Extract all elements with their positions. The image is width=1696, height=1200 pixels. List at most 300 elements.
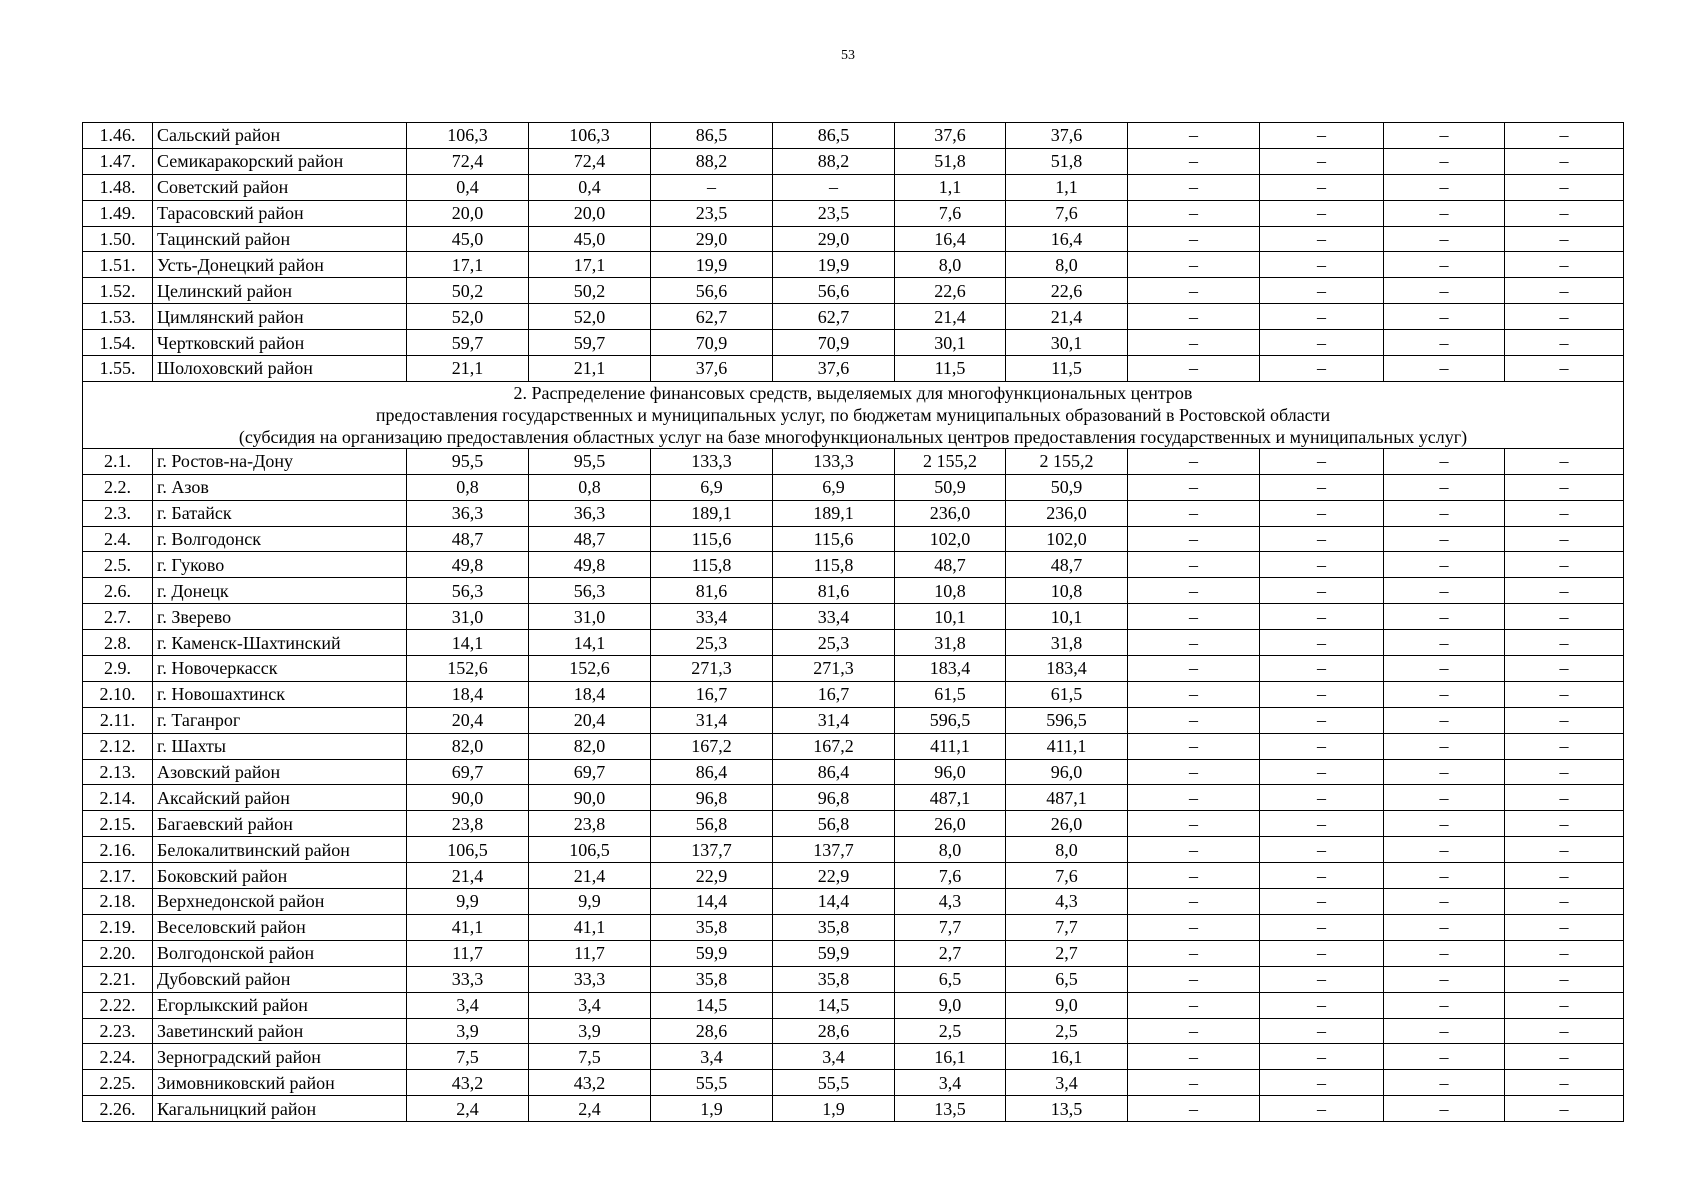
municipality-name: г. Новочеркасск bbox=[153, 656, 407, 682]
value-cell: 13,5 bbox=[895, 1096, 1006, 1122]
value-cell: 106,3 bbox=[407, 123, 529, 149]
value-cell: 26,0 bbox=[895, 811, 1006, 837]
value-cell: 14,1 bbox=[529, 630, 651, 656]
value-cell: 50,9 bbox=[1006, 474, 1128, 500]
value-cell: 137,7 bbox=[773, 837, 895, 863]
empty-dash-cell: – bbox=[1384, 811, 1505, 837]
value-cell: 8,0 bbox=[1006, 252, 1128, 278]
empty-dash-cell: – bbox=[1505, 733, 1624, 759]
municipality-name: Кагальницкий район bbox=[153, 1096, 407, 1122]
table-row bbox=[83, 148, 1624, 174]
value-cell: 41,1 bbox=[407, 914, 529, 940]
table-row bbox=[83, 526, 1624, 552]
empty-dash-cell: – bbox=[1505, 526, 1624, 552]
row-number: 2.20. bbox=[83, 940, 153, 966]
empty-dash-cell: – bbox=[1505, 304, 1624, 330]
value-cell: 30,1 bbox=[895, 330, 1006, 356]
value-cell: 86,4 bbox=[651, 759, 773, 785]
row-number: 1.47. bbox=[83, 148, 153, 174]
empty-dash-cell: – bbox=[1384, 656, 1505, 682]
row-number: 2.26. bbox=[83, 1096, 153, 1122]
table-row bbox=[83, 811, 1624, 837]
empty-dash-cell: – bbox=[1384, 526, 1505, 552]
empty-dash-cell: – bbox=[1260, 578, 1384, 604]
empty-dash-cell: – bbox=[1260, 356, 1384, 382]
table-row bbox=[83, 123, 1624, 149]
value-cell: 10,8 bbox=[1006, 578, 1128, 604]
value-cell: 52,0 bbox=[407, 304, 529, 330]
value-cell: 0,8 bbox=[529, 474, 651, 500]
empty-dash-cell: – bbox=[1505, 759, 1624, 785]
value-cell: 21,4 bbox=[1006, 304, 1128, 330]
value-cell: 11,7 bbox=[529, 940, 651, 966]
municipality-name: Усть-Донецкий район bbox=[153, 252, 407, 278]
empty-dash-cell: – bbox=[1260, 837, 1384, 863]
value-cell: 50,2 bbox=[407, 278, 529, 304]
value-cell: 21,1 bbox=[529, 356, 651, 382]
value-cell: 236,0 bbox=[895, 500, 1006, 526]
value-cell: 33,4 bbox=[773, 604, 895, 630]
value-cell: 86,4 bbox=[773, 759, 895, 785]
table-row bbox=[83, 1044, 1624, 1070]
value-cell: 13,5 bbox=[1006, 1096, 1128, 1122]
value-cell: 189,1 bbox=[651, 500, 773, 526]
value-cell: 20,0 bbox=[529, 200, 651, 226]
row-number: 2.21. bbox=[83, 966, 153, 992]
value-cell: 14,4 bbox=[651, 889, 773, 915]
value-cell: 48,7 bbox=[1006, 552, 1128, 578]
value-cell: 20,4 bbox=[529, 707, 651, 733]
table-row bbox=[83, 1070, 1624, 1096]
value-cell: 1,9 bbox=[773, 1096, 895, 1122]
empty-dash-cell: – bbox=[1384, 474, 1505, 500]
empty-dash-cell: – bbox=[1505, 1070, 1624, 1096]
empty-dash-cell: – bbox=[1505, 914, 1624, 940]
value-cell: 31,8 bbox=[895, 630, 1006, 656]
value-cell: 3,4 bbox=[773, 1044, 895, 1070]
value-cell: 36,3 bbox=[529, 500, 651, 526]
value-cell: 33,3 bbox=[407, 966, 529, 992]
value-cell: 115,8 bbox=[773, 552, 895, 578]
value-cell: 56,8 bbox=[773, 811, 895, 837]
table-row bbox=[83, 474, 1624, 500]
value-cell: 23,5 bbox=[651, 200, 773, 226]
table-row bbox=[83, 330, 1624, 356]
empty-dash-cell: – bbox=[1505, 1096, 1624, 1122]
value-cell: 9,9 bbox=[407, 889, 529, 915]
table-row bbox=[83, 889, 1624, 915]
value-cell: 6,5 bbox=[895, 966, 1006, 992]
value-cell: 95,5 bbox=[407, 448, 529, 474]
value-cell: 52,0 bbox=[529, 304, 651, 330]
value-cell: 115,8 bbox=[651, 552, 773, 578]
value-cell: 59,9 bbox=[773, 940, 895, 966]
value-cell: 102,0 bbox=[1006, 526, 1128, 552]
municipality-name: г. Ростов-на-Дону bbox=[153, 448, 407, 474]
empty-dash-cell: – bbox=[1128, 1070, 1260, 1096]
empty-dash-cell: – bbox=[1505, 940, 1624, 966]
value-cell: 62,7 bbox=[651, 304, 773, 330]
table-row bbox=[83, 681, 1624, 707]
table-row bbox=[83, 278, 1624, 304]
value-cell: 18,4 bbox=[407, 681, 529, 707]
empty-dash-cell: – bbox=[1128, 759, 1260, 785]
row-number: 2.18. bbox=[83, 889, 153, 915]
row-number: 2.5. bbox=[83, 552, 153, 578]
value-cell: 30,1 bbox=[1006, 330, 1128, 356]
value-cell: 21,4 bbox=[529, 863, 651, 889]
value-cell: 22,6 bbox=[895, 278, 1006, 304]
value-cell: 35,8 bbox=[651, 966, 773, 992]
row-number: 2.1. bbox=[83, 448, 153, 474]
table-row bbox=[83, 707, 1624, 733]
value-cell: 7,7 bbox=[895, 914, 1006, 940]
empty-dash-cell: – bbox=[1260, 992, 1384, 1018]
empty-dash-cell: – bbox=[1128, 278, 1260, 304]
empty-dash-cell: – bbox=[1384, 552, 1505, 578]
row-number: 2.9. bbox=[83, 656, 153, 682]
empty-dash-cell: – bbox=[1128, 356, 1260, 382]
empty-dash-cell: – bbox=[1384, 681, 1505, 707]
value-cell: 29,0 bbox=[773, 226, 895, 252]
value-cell: 6,9 bbox=[773, 474, 895, 500]
row-number: 1.48. bbox=[83, 174, 153, 200]
value-cell: 43,2 bbox=[407, 1070, 529, 1096]
empty-dash-cell: – bbox=[1128, 200, 1260, 226]
value-cell: 6,9 bbox=[651, 474, 773, 500]
value-cell: 31,4 bbox=[773, 707, 895, 733]
value-cell: 20,0 bbox=[407, 200, 529, 226]
value-cell: 7,7 bbox=[1006, 914, 1128, 940]
empty-dash-cell: – bbox=[1384, 304, 1505, 330]
section-2-header bbox=[83, 381, 1624, 448]
empty-dash-cell: – bbox=[1384, 1018, 1505, 1044]
value-cell: 152,6 bbox=[407, 656, 529, 682]
value-cell: 14,4 bbox=[773, 889, 895, 915]
value-cell: 48,7 bbox=[895, 552, 1006, 578]
table-row bbox=[83, 252, 1624, 278]
value-cell: 10,1 bbox=[1006, 604, 1128, 630]
value-cell: 2,7 bbox=[1006, 940, 1128, 966]
table-row bbox=[83, 174, 1624, 200]
value-cell: 95,5 bbox=[529, 448, 651, 474]
empty-dash-cell: – bbox=[1260, 252, 1384, 278]
value-cell: 49,8 bbox=[529, 552, 651, 578]
empty-dash-cell: – bbox=[1260, 630, 1384, 656]
municipality-name: Целинский район bbox=[153, 278, 407, 304]
municipality-name: г. Волгодонск bbox=[153, 526, 407, 552]
empty-dash-cell: – bbox=[1384, 863, 1505, 889]
value-cell: 152,6 bbox=[529, 656, 651, 682]
value-cell: 3,9 bbox=[407, 1018, 529, 1044]
value-cell: 51,8 bbox=[895, 148, 1006, 174]
empty-dash-cell: – bbox=[1260, 123, 1384, 149]
empty-dash-cell: – bbox=[1128, 474, 1260, 500]
value-cell: 16,1 bbox=[895, 1044, 1006, 1070]
empty-dash-cell: – bbox=[1505, 174, 1624, 200]
empty-dash-cell: – bbox=[1260, 526, 1384, 552]
table-row bbox=[83, 1096, 1624, 1122]
empty-dash-cell: – bbox=[1128, 226, 1260, 252]
value-cell: 0,4 bbox=[407, 174, 529, 200]
value-cell: 55,5 bbox=[651, 1070, 773, 1096]
municipality-name: Волгодонской район bbox=[153, 940, 407, 966]
value-cell: 11,5 bbox=[895, 356, 1006, 382]
value-cell: 23,5 bbox=[773, 200, 895, 226]
empty-dash-cell: – bbox=[1128, 733, 1260, 759]
empty-dash-cell: – bbox=[1128, 940, 1260, 966]
value-cell: 0,4 bbox=[529, 174, 651, 200]
empty-dash-cell: – bbox=[1384, 914, 1505, 940]
value-cell: 50,2 bbox=[529, 278, 651, 304]
row-number: 1.46. bbox=[83, 123, 153, 149]
value-cell: 31,8 bbox=[1006, 630, 1128, 656]
municipality-name: Егорлыкский район bbox=[153, 992, 407, 1018]
section-title-line-1: 2. Распределение финансовых средств, выделяемых для многофункциональных центров bbox=[513, 382, 1193, 403]
value-cell: 183,4 bbox=[1006, 656, 1128, 682]
value-cell: 11,5 bbox=[1006, 356, 1128, 382]
value-cell: 9,0 bbox=[1006, 992, 1128, 1018]
value-cell: 11,7 bbox=[407, 940, 529, 966]
value-cell: 2,5 bbox=[1006, 1018, 1128, 1044]
table-row bbox=[83, 759, 1624, 785]
municipality-name: г. Каменск-Шахтинский bbox=[153, 630, 407, 656]
value-cell: 16,1 bbox=[1006, 1044, 1128, 1070]
value-cell: 16,4 bbox=[1006, 226, 1128, 252]
value-cell: 81,6 bbox=[773, 578, 895, 604]
value-cell: 487,1 bbox=[1006, 785, 1128, 811]
table-part-1 bbox=[83, 123, 1624, 382]
municipality-name: Советский район bbox=[153, 174, 407, 200]
value-cell: 70,9 bbox=[773, 330, 895, 356]
value-cell: 37,6 bbox=[895, 123, 1006, 149]
value-cell: – bbox=[651, 174, 773, 200]
value-cell: 56,6 bbox=[773, 278, 895, 304]
empty-dash-cell: – bbox=[1384, 992, 1505, 1018]
value-cell: 2,5 bbox=[895, 1018, 1006, 1044]
row-number: 1.53. bbox=[83, 304, 153, 330]
row-number: 2.23. bbox=[83, 1018, 153, 1044]
row-number: 2.2. bbox=[83, 474, 153, 500]
value-cell: 51,8 bbox=[1006, 148, 1128, 174]
value-cell: 56,6 bbox=[651, 278, 773, 304]
empty-dash-cell: – bbox=[1260, 278, 1384, 304]
empty-dash-cell: – bbox=[1128, 330, 1260, 356]
empty-dash-cell: – bbox=[1260, 500, 1384, 526]
value-cell: 36,3 bbox=[407, 500, 529, 526]
value-cell: 19,9 bbox=[773, 252, 895, 278]
value-cell: 16,7 bbox=[651, 681, 773, 707]
empty-dash-cell: – bbox=[1505, 966, 1624, 992]
empty-dash-cell: – bbox=[1505, 578, 1624, 604]
value-cell: 96,8 bbox=[773, 785, 895, 811]
value-cell: 3,9 bbox=[529, 1018, 651, 1044]
value-cell: 35,8 bbox=[651, 914, 773, 940]
empty-dash-cell: – bbox=[1505, 1018, 1624, 1044]
value-cell: 72,4 bbox=[529, 148, 651, 174]
empty-dash-cell: – bbox=[1384, 500, 1505, 526]
empty-dash-cell: – bbox=[1128, 448, 1260, 474]
row-number: 2.8. bbox=[83, 630, 153, 656]
empty-dash-cell: – bbox=[1260, 681, 1384, 707]
row-number: 2.12. bbox=[83, 733, 153, 759]
row-number: 2.7. bbox=[83, 604, 153, 630]
value-cell: 10,8 bbox=[895, 578, 1006, 604]
municipality-name: Сальский район bbox=[153, 123, 407, 149]
empty-dash-cell: – bbox=[1128, 889, 1260, 915]
table-row bbox=[83, 837, 1624, 863]
value-cell: 96,0 bbox=[1006, 759, 1128, 785]
empty-dash-cell: – bbox=[1260, 226, 1384, 252]
value-cell: 115,6 bbox=[651, 526, 773, 552]
empty-dash-cell: – bbox=[1505, 630, 1624, 656]
empty-dash-cell: – bbox=[1505, 707, 1624, 733]
value-cell: 596,5 bbox=[1006, 707, 1128, 733]
row-number: 1.50. bbox=[83, 226, 153, 252]
empty-dash-cell: – bbox=[1505, 356, 1624, 382]
value-cell: 56,3 bbox=[529, 578, 651, 604]
empty-dash-cell: – bbox=[1384, 278, 1505, 304]
section-title-row bbox=[83, 381, 1624, 448]
empty-dash-cell: – bbox=[1128, 304, 1260, 330]
empty-dash-cell: – bbox=[1128, 500, 1260, 526]
value-cell: 411,1 bbox=[895, 733, 1006, 759]
value-cell: 102,0 bbox=[895, 526, 1006, 552]
value-cell: 8,0 bbox=[895, 837, 1006, 863]
empty-dash-cell: – bbox=[1260, 1044, 1384, 1070]
municipality-name: Тацинский район bbox=[153, 226, 407, 252]
value-cell: 22,9 bbox=[651, 863, 773, 889]
empty-dash-cell: – bbox=[1128, 863, 1260, 889]
table-row bbox=[83, 863, 1624, 889]
municipality-name: г. Батайск bbox=[153, 500, 407, 526]
empty-dash-cell: – bbox=[1260, 863, 1384, 889]
municipality-name: Верхнедонской район bbox=[153, 889, 407, 915]
value-cell: 29,0 bbox=[651, 226, 773, 252]
empty-dash-cell: – bbox=[1505, 500, 1624, 526]
empty-dash-cell: – bbox=[1260, 785, 1384, 811]
empty-dash-cell: – bbox=[1260, 914, 1384, 940]
empty-dash-cell: – bbox=[1384, 356, 1505, 382]
empty-dash-cell: – bbox=[1505, 278, 1624, 304]
empty-dash-cell: – bbox=[1260, 707, 1384, 733]
value-cell: 22,9 bbox=[773, 863, 895, 889]
table-row bbox=[83, 733, 1624, 759]
value-cell: 35,8 bbox=[773, 966, 895, 992]
value-cell: 3,4 bbox=[529, 992, 651, 1018]
value-cell: 14,1 bbox=[407, 630, 529, 656]
row-number: 2.17. bbox=[83, 863, 153, 889]
empty-dash-cell: – bbox=[1128, 174, 1260, 200]
empty-dash-cell: – bbox=[1384, 889, 1505, 915]
empty-dash-cell: – bbox=[1384, 837, 1505, 863]
value-cell: 2,4 bbox=[529, 1096, 651, 1122]
table-row bbox=[83, 966, 1624, 992]
value-cell: 487,1 bbox=[895, 785, 1006, 811]
municipality-name: Белокалитвинский район bbox=[153, 837, 407, 863]
value-cell: 16,4 bbox=[895, 226, 1006, 252]
empty-dash-cell: – bbox=[1128, 992, 1260, 1018]
value-cell: 9,9 bbox=[529, 889, 651, 915]
empty-dash-cell: – bbox=[1128, 785, 1260, 811]
value-cell: 49,8 bbox=[407, 552, 529, 578]
empty-dash-cell: – bbox=[1384, 1070, 1505, 1096]
empty-dash-cell: – bbox=[1260, 148, 1384, 174]
value-cell: 96,8 bbox=[651, 785, 773, 811]
table-row bbox=[83, 1018, 1624, 1044]
value-cell: 86,5 bbox=[773, 123, 895, 149]
row-number: 2.10. bbox=[83, 681, 153, 707]
empty-dash-cell: – bbox=[1260, 304, 1384, 330]
empty-dash-cell: – bbox=[1260, 1018, 1384, 1044]
row-number: 2.14. bbox=[83, 785, 153, 811]
value-cell: 82,0 bbox=[407, 733, 529, 759]
empty-dash-cell: – bbox=[1128, 604, 1260, 630]
empty-dash-cell: – bbox=[1260, 474, 1384, 500]
value-cell: 596,5 bbox=[895, 707, 1006, 733]
municipality-name: г. Таганрог bbox=[153, 707, 407, 733]
empty-dash-cell: – bbox=[1505, 837, 1624, 863]
empty-dash-cell: – bbox=[1505, 889, 1624, 915]
row-number: 1.54. bbox=[83, 330, 153, 356]
table-row bbox=[83, 604, 1624, 630]
empty-dash-cell: – bbox=[1260, 174, 1384, 200]
table-row bbox=[83, 356, 1624, 382]
value-cell: 37,6 bbox=[651, 356, 773, 382]
value-cell: 7,6 bbox=[1006, 863, 1128, 889]
value-cell: 133,3 bbox=[773, 448, 895, 474]
value-cell: 7,6 bbox=[1006, 200, 1128, 226]
empty-dash-cell: – bbox=[1260, 759, 1384, 785]
value-cell: 31,0 bbox=[407, 604, 529, 630]
value-cell: 62,7 bbox=[773, 304, 895, 330]
value-cell: 17,1 bbox=[529, 252, 651, 278]
empty-dash-cell: – bbox=[1505, 226, 1624, 252]
value-cell: 18,4 bbox=[529, 681, 651, 707]
empty-dash-cell: – bbox=[1260, 1096, 1384, 1122]
value-cell: 106,5 bbox=[529, 837, 651, 863]
value-cell: 4,3 bbox=[1006, 889, 1128, 915]
value-cell: 61,5 bbox=[1006, 681, 1128, 707]
value-cell: 25,3 bbox=[651, 630, 773, 656]
table-row bbox=[83, 578, 1624, 604]
value-cell: 69,7 bbox=[407, 759, 529, 785]
empty-dash-cell: – bbox=[1384, 123, 1505, 149]
value-cell: 59,7 bbox=[407, 330, 529, 356]
value-cell: 3,4 bbox=[407, 992, 529, 1018]
empty-dash-cell: – bbox=[1505, 552, 1624, 578]
table-row bbox=[83, 785, 1624, 811]
value-cell: 48,7 bbox=[407, 526, 529, 552]
value-cell: 96,0 bbox=[895, 759, 1006, 785]
row-number: 2.3. bbox=[83, 500, 153, 526]
table-part-2 bbox=[83, 448, 1624, 1121]
empty-dash-cell: – bbox=[1128, 148, 1260, 174]
empty-dash-cell: – bbox=[1505, 681, 1624, 707]
value-cell: 7,6 bbox=[895, 863, 1006, 889]
value-cell: 59,9 bbox=[651, 940, 773, 966]
row-number: 2.11. bbox=[83, 707, 153, 733]
empty-dash-cell: – bbox=[1384, 226, 1505, 252]
municipality-name: Зерноградский район bbox=[153, 1044, 407, 1070]
value-cell: 90,0 bbox=[407, 785, 529, 811]
value-cell: 70,9 bbox=[651, 330, 773, 356]
empty-dash-cell: – bbox=[1384, 578, 1505, 604]
empty-dash-cell: – bbox=[1260, 889, 1384, 915]
empty-dash-cell: – bbox=[1260, 811, 1384, 837]
value-cell: 236,0 bbox=[1006, 500, 1128, 526]
value-cell: 81,6 bbox=[651, 578, 773, 604]
